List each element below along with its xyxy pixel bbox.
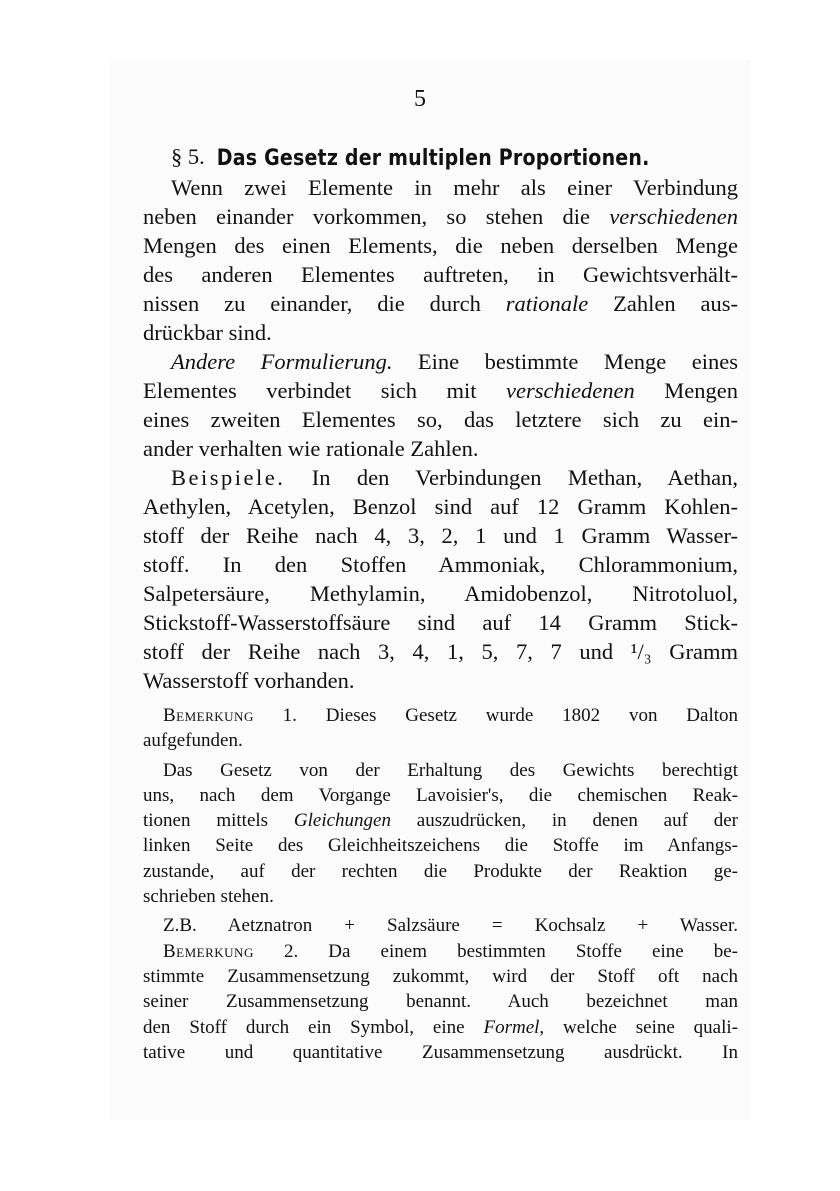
alt-line: Elementes verbindet sich mit verschiedenen Mengen: [143, 378, 738, 403]
law-line: neben einander vorkommen, so stehen die verschiedenen: [143, 204, 738, 229]
example-line: Beispiele. In den Verbindungen Methan, Aethan,: [171, 465, 738, 490]
remark-label: Bemerkung: [163, 940, 254, 962]
remark-line: Das Gesetz von der Erhaltung des Gewichts berechtigt: [163, 759, 738, 781]
section-title: Das Gesetz der multiplen Proportionen.: [216, 144, 650, 171]
example-line: Aethylen, Acetylen, Benzol sind auf 12 Gramm Kohlen-: [143, 494, 738, 519]
section-heading: [143, 142, 738, 173]
example-line: Stickstoff-Wasserstoffsäure sind auf 14 Gramm Stick-: [143, 610, 738, 635]
remark-1: [143, 703, 738, 939]
law-line: des anderen Elementes auftreten, in Gewichtsverhält-: [143, 262, 738, 287]
remark-line: Bemerkung 1. Dieses Gesetz wurde 1802 von Dalton: [163, 705, 739, 726]
remark-line: aufgefunden.: [143, 730, 243, 752]
page-body: [143, 142, 738, 1065]
example-line: Salpetersäure, Methylamin, Amidobenzol, Nitrotoluol,: [143, 581, 738, 606]
remark-line: stimmte Zusammensetzung zukommt, wird der Stoff oft nach: [143, 965, 738, 987]
alt-label: Andere Formulierung.: [171, 349, 393, 374]
remark-label: Bemerkung: [163, 705, 254, 726]
alt-line: eines zweiten Elementes so, das letztere sich zu ein-: [143, 407, 738, 432]
fraction: ¹/₃: [630, 639, 652, 664]
equation-example: Z.B. Aetznatron + Salzsäure = Kochsalz + Wasser.: [163, 915, 738, 937]
law-line: Wenn zwei Elemente in mehr als einer Verbindung: [171, 175, 738, 200]
section-number: § 5.: [171, 144, 205, 169]
remark-line: schrieben stehen.: [143, 886, 274, 908]
examples-paragraph: [143, 463, 738, 695]
remark-line: den Stoff durch ein Symbol, eine Formel, welche seine quali-: [143, 1016, 739, 1038]
alt-line: Andere Formulierung. Eine bestimmte Menge eines: [171, 349, 738, 374]
law-statement: [143, 173, 738, 347]
example-line: stoff. In den Stoffen Ammoniak, Chlorammonium,: [143, 552, 738, 577]
example-line: stoff der Reihe nach 3, 4, 1, 5, 7, 7 und ¹/₃ Gramm: [143, 639, 738, 664]
remark-line: zustande, auf der rechten die Produkte der Reaktion ge-: [143, 860, 738, 882]
remark-line: Bemerkung 2. Da einem bestimmten Stoffe eine be-: [163, 940, 739, 962]
examples-label: Beispiele.: [171, 465, 286, 490]
remark-line: uns, nach dem Vorgange Lavoisier's, die chemischen Reak-: [143, 784, 738, 806]
example-line: stoff der Reihe nach 4, 3, 2, 1 und 1 Gramm Wasser-: [143, 523, 738, 548]
remark-line: tative und quantitative Zusammensetzung ausdrückt. In: [143, 1041, 738, 1063]
remark-line: linken Seite des Gleichheitszeichens die Stoffe im Anfangs-: [143, 835, 738, 857]
alternative-formulation: [143, 347, 738, 463]
remark-line: tionen mittels Gleichungen auszudrücken, in denen auf der: [143, 810, 739, 832]
law-line: nissen zu einander, die durch rationale Zahlen aus-: [143, 291, 738, 316]
law-line: Mengen des einen Elements, die neben derselben Menge: [143, 233, 738, 258]
remark-2: [143, 939, 738, 1065]
example-line: Wasserstoff vorhanden.: [143, 668, 355, 693]
page-number: 5: [414, 86, 426, 112]
remark-line: seiner Zusammensetzung benannt. Auch bezeichnet man: [143, 991, 738, 1013]
law-line: drückbar sind.: [143, 320, 272, 345]
alt-line: ander verhalten wie rationale Zahlen.: [143, 436, 479, 461]
